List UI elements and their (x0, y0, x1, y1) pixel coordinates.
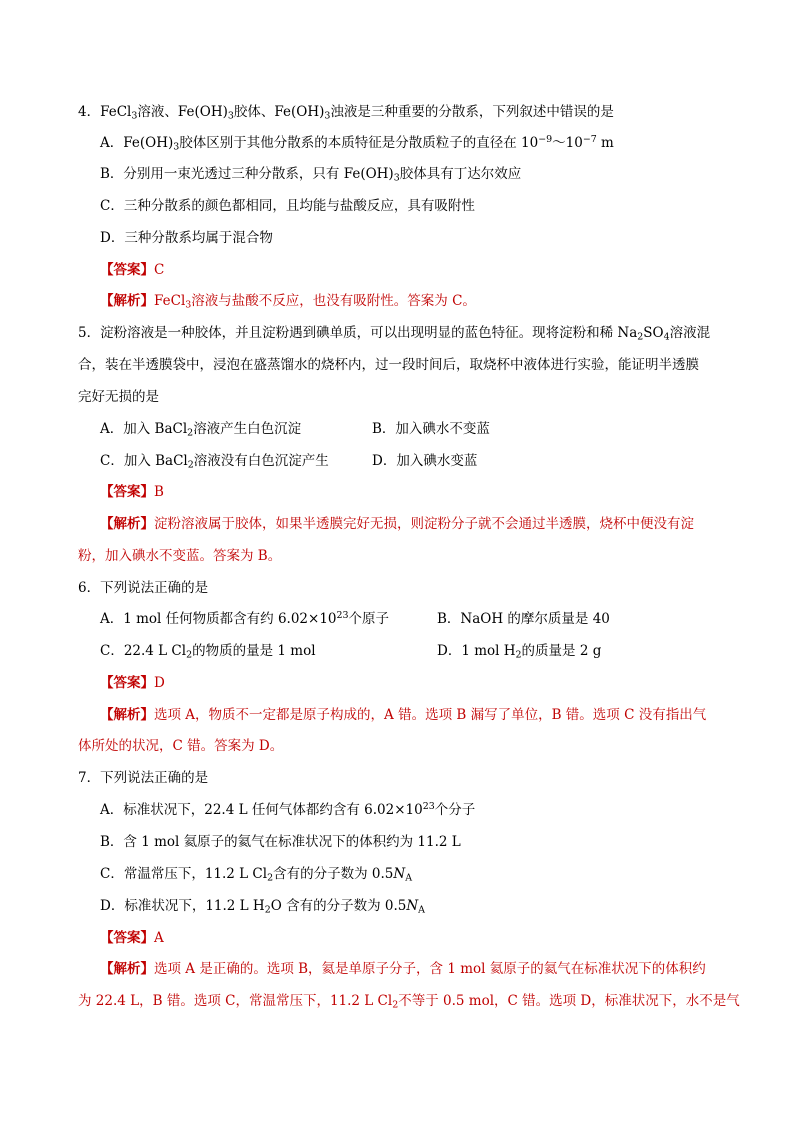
q7-option-a: A．标准状况下，22.4 L 任何气体都约含有 $6.02\times 10^{23}$个分子 (100, 800, 476, 818)
q7-option-c: C．常温常压下，11.2 L $Cl_2$含有的分子数为 $0.5N_A$ (100, 866, 413, 884)
q5-option-a: A．加入 BaCl$_2$溶液产生白色沉淀 (100, 421, 302, 439)
q4-option-a: A．$Fe(OH)_3$胶体区别于其他分散系的本质特征是分散质粒子的直径在 $10^{-9}\sim 10^{-7}$ m (100, 133, 614, 153)
q6-stem: 6．下列说法正确的是 (78, 580, 209, 596)
q7-answer: 【答案】A (100, 930, 164, 946)
q4-option-d: D．三种分散系均属于混合物 (100, 230, 273, 246)
q6-option-b: B．NaOH 的摩尔质量是 40 (437, 611, 610, 627)
q6-option-a: A．1 mol 任何物质都含有约 $6.02\times 10^{23}$个原子 (100, 609, 390, 627)
q5-option-c: C．加入 BaCl$_2$溶液没有白色沉淀产生 (100, 453, 329, 471)
q5-analysis-line2: 粉，加入碘水不变蓝。答案为 B。 (78, 548, 282, 564)
q5-option-d: D．加入碘水变蓝 (372, 453, 478, 469)
q6-answer: 【答案】D (100, 675, 165, 691)
q4-option-c: C．三种分散系的颜色都相同，且均能与盐酸反应，具有吸附性 (100, 198, 475, 214)
q4-stem: 4．FeCl$_3$溶液、$Fe(OH)_3$胶体、$Fe(OH)_3$浊液是三种重要的分散系，下列叙述中错误的是 (78, 104, 614, 122)
q5-stem-line1: 5．淀粉溶液是一种胶体，并且淀粉遇到碘单质，可以出现明显的蓝色特征。现将淀粉和稀 $Na_2SO_4$溶液混 (78, 325, 711, 343)
q5-analysis-line1: 【解析】淀粉溶液属于胶体，如果半透膜完好无损，则淀粉分子就不会通过半透膜，烧杯中便没有淀 (100, 516, 694, 532)
q4-answer: 【答案】C (100, 262, 165, 278)
q7-stem: 7．下列说法正确的是 (78, 770, 209, 786)
q6-analysis-line2: 体所处的状况，C 错。答案为 D。 (78, 738, 284, 754)
q6-analysis-line1: 【解析】选项 A，物质不一定都是原子构成的，A 错。选项 B 漏写了单位，B 错。选项 C 没有指出气 (100, 707, 707, 723)
q7-option-d: D．标准状况下，11.2 L $H_2O$ 含有的分子数为 $0.5N_A$ (100, 898, 425, 916)
q5-answer: 【答案】B (100, 484, 164, 500)
q7-analysis-line2: 为 22.4 L，B 错。选项 C，常温常压下，11.2 L $Cl_2$不等于 0.5 mol，C 错。选项 D，标准状况下，水不是气 (78, 993, 740, 1011)
q7-analysis-line1: 【解析】选项 A 是正确的。选项 B，氦是单原子分子，含 1 mol 氦原子的氦气在标准状况下的体积约 (100, 961, 706, 977)
q5-option-b: B．加入碘水不变蓝 (372, 421, 490, 437)
q4-analysis: 【解析】FeCl$_3$溶液与盐酸不反应，也没有吸附性。答案为 C。 (100, 293, 476, 311)
q6-option-c: C．22.4 L $Cl_2$的物质的量是 1 mol (100, 643, 316, 661)
q7-option-b: B．含 1 mol 氦原子的氦气在标准状况下的体积约为 11.2 L (100, 834, 461, 850)
q6-option-d: D．1 mol $H_2$的质量是 2 g (437, 643, 602, 661)
q5-stem-line2: 合，装在半透膜袋中，浸泡在盛蒸馏水的烧杯内，过一段时间后，取烧杯中液体进行实验，能证明半透膜 (78, 357, 699, 373)
q4-option-b: B．分别用一束光透过三种分散系，只有 $Fe(OH)_3$胶体具有丁达尔效应 (100, 166, 522, 184)
q5-stem-line3: 完好无损的是 (78, 389, 159, 405)
